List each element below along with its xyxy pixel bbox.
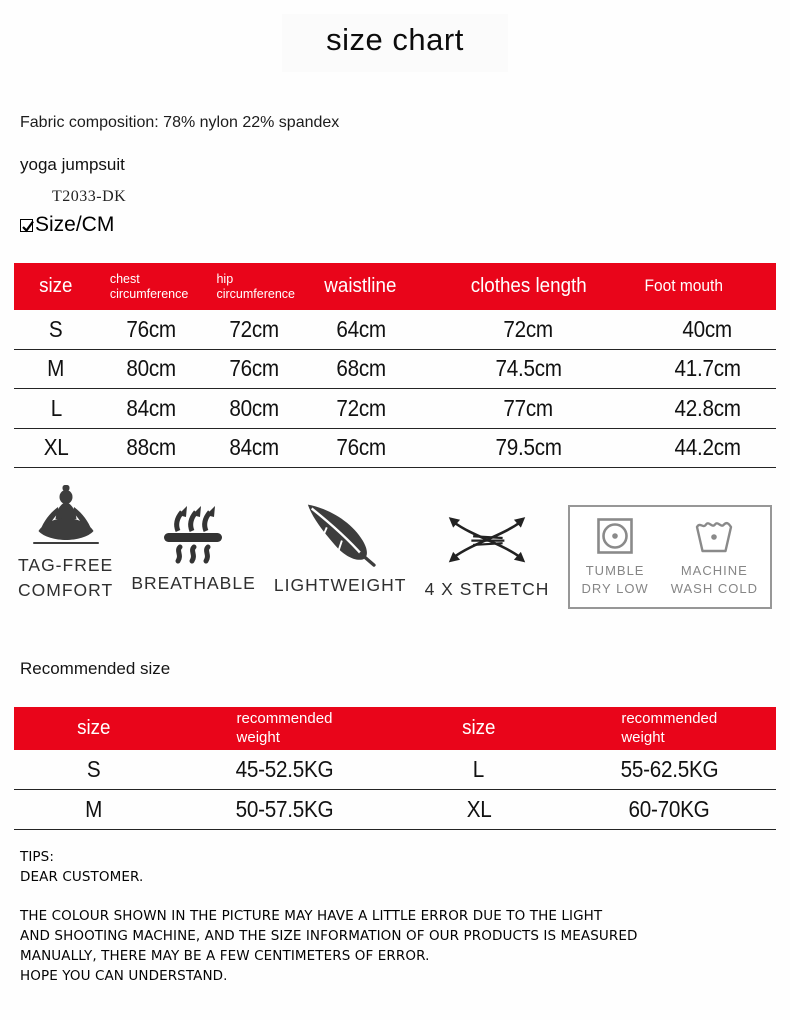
tips-heading: TIPS: xyxy=(20,849,54,866)
length-cell: 72cm xyxy=(503,315,554,342)
waist-cell: 76cm xyxy=(335,434,386,461)
col-waistline: waistline xyxy=(324,275,397,297)
tips-body-line: THE COLOUR SHOWN IN THE PICTURE MAY HAVE A LITTLE ERROR DUE TO THE LIGHT xyxy=(20,908,603,925)
feature-tag-free xyxy=(18,485,113,604)
col-size-2: size xyxy=(462,717,496,740)
size-table xyxy=(14,263,776,468)
feature-label: 4 X STRETCH xyxy=(424,579,550,599)
size-cell: M xyxy=(85,796,103,823)
recommended-size-title: Recommended size xyxy=(20,659,171,679)
stretch-arrows-icon xyxy=(431,505,543,571)
care-machine-wash xyxy=(671,517,758,598)
care-tumble-dry xyxy=(582,517,649,598)
feature-stretch xyxy=(425,505,550,602)
care-label: TUMBLE DRY LOW xyxy=(581,563,649,597)
tips-body-line: AND SHOOTING MACHINE, AND THE SIZE INFORMATION OF OUR PRODUCTS IS MEASURED xyxy=(20,928,638,945)
feature-label: TAG-FREE COMFORT xyxy=(18,555,114,601)
table-row xyxy=(14,389,776,429)
size-unit-row xyxy=(20,213,790,237)
col-weight-1: recommended weight xyxy=(236,710,333,746)
weight-cell: 60-70KG xyxy=(628,796,710,823)
product-model: T2033-DK xyxy=(52,188,127,205)
recommended-size-table xyxy=(14,707,776,830)
size-cell: S xyxy=(87,756,101,783)
size-cell: M xyxy=(47,355,65,382)
size-cm-checkbox[interactable] xyxy=(20,219,33,232)
col-weight-2: recommended weight xyxy=(621,710,718,746)
feature-icons-row xyxy=(18,485,772,609)
waist-cell: 68cm xyxy=(335,355,386,382)
feature-lightweight xyxy=(274,499,407,598)
col-hip: hip circumference xyxy=(216,271,295,301)
recommended-table-header xyxy=(14,707,776,750)
fabric-composition: Fabric composition: 78% nylon 22% spandex xyxy=(20,114,340,131)
table-row xyxy=(14,790,776,830)
chest-cell: 76cm xyxy=(126,315,176,342)
size-unit-label: Size/CM xyxy=(35,213,115,236)
size-cell: XL xyxy=(466,796,492,823)
weight-cell: 50-57.5KG xyxy=(235,796,334,823)
foot-cell: 40cm xyxy=(682,315,733,342)
hip-cell: 76cm xyxy=(229,355,279,382)
length-cell: 74.5cm xyxy=(495,355,562,382)
page-title: size chart xyxy=(282,14,508,72)
table-row xyxy=(14,429,776,469)
waist-cell: 72cm xyxy=(335,394,386,421)
tips-body-line: MANUALLY, THERE MAY BE A FEW CENTIMETERS OF ERROR. xyxy=(20,948,430,965)
col-clothes-length: clothes length xyxy=(470,275,587,297)
foot-cell: 44.2cm xyxy=(674,434,741,461)
size-table-header xyxy=(14,263,776,310)
size-cell: S xyxy=(49,315,63,342)
foot-cell: 42.8cm xyxy=(674,394,741,421)
feather-icon xyxy=(296,499,384,567)
table-row xyxy=(14,750,776,790)
length-cell: 77cm xyxy=(503,394,554,421)
hip-cell: 84cm xyxy=(229,434,279,461)
col-chest: chest circumference xyxy=(109,271,189,301)
foot-cell: 41.7cm xyxy=(674,355,741,382)
col-size-1: size xyxy=(77,717,111,740)
tumble-dry-icon xyxy=(596,517,634,555)
size-cell: L xyxy=(50,394,62,421)
feature-label: BREATHABLE xyxy=(131,573,256,593)
machine-wash-icon xyxy=(694,517,734,555)
weight-cell: 45-52.5KG xyxy=(235,756,334,783)
weight-cell: 55-62.5KG xyxy=(620,756,719,783)
hip-cell: 80cm xyxy=(229,394,279,421)
tips-body-line: HOPE YOU CAN UNDERSTAND. xyxy=(20,968,228,985)
table-row xyxy=(14,350,776,390)
feature-label: LIGHTWEIGHT xyxy=(273,575,407,595)
product-info xyxy=(20,114,790,237)
breathable-icon xyxy=(158,505,230,565)
chest-cell: 80cm xyxy=(126,355,176,382)
feature-breathable xyxy=(131,505,255,596)
col-size: size xyxy=(39,275,73,297)
chest-cell: 84cm xyxy=(126,394,176,421)
col-foot-mouth: Foot mouth xyxy=(644,277,723,295)
yoga-pose-icon xyxy=(30,485,102,547)
tips-salutation: DEAR CUSTOMER. xyxy=(20,869,144,886)
hip-cell: 72cm xyxy=(229,315,279,342)
care-instructions-box xyxy=(568,505,772,609)
tips-section xyxy=(20,847,770,986)
chest-cell: 88cm xyxy=(126,434,176,461)
size-cell: L xyxy=(473,756,485,783)
waist-cell: 64cm xyxy=(335,315,386,342)
size-cell: XL xyxy=(43,434,69,461)
page-header xyxy=(0,0,790,72)
length-cell: 79.5cm xyxy=(495,434,562,461)
table-row xyxy=(14,310,776,350)
check-icon xyxy=(21,220,35,234)
product-name: yoga jumpsuit xyxy=(20,155,125,174)
care-label: MACHINE WASH COLD xyxy=(670,563,758,597)
